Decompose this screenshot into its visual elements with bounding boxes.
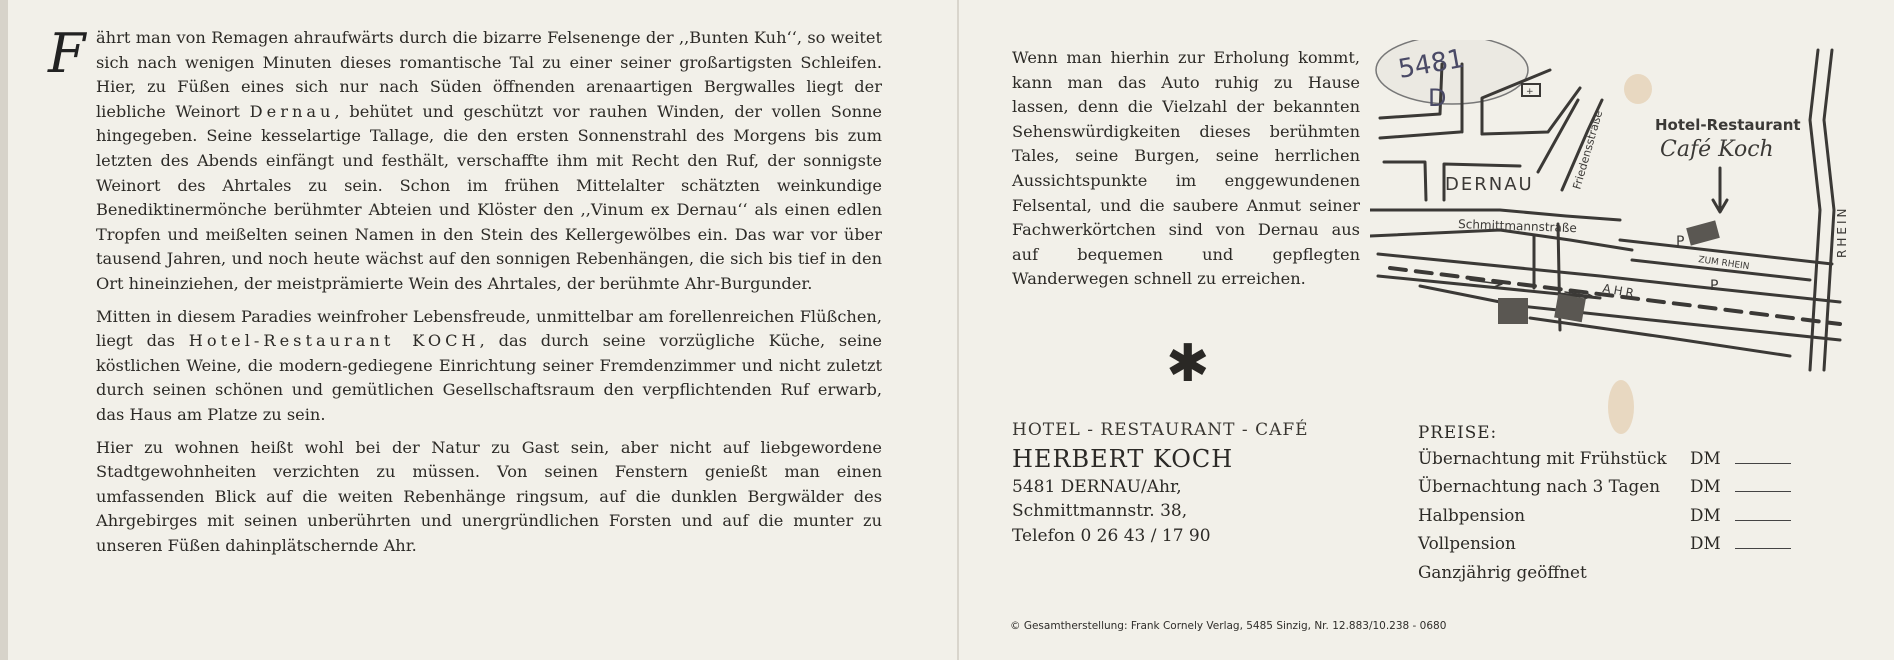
svg-text:+: + xyxy=(1526,87,1534,97)
price-row: Übernachtung mit Frühstück DM xyxy=(1418,444,1790,472)
address-city: 5481 DERNAU/Ahr, xyxy=(1012,476,1182,497)
map-label-town: DERNAU xyxy=(1445,174,1534,195)
owner-name: HERBERT KOCH xyxy=(1012,444,1234,473)
price-list xyxy=(1418,420,1790,586)
printer-credit: © Gesamtherstellung: Frank Cornely Verlag, 5485 Sinzig, Nr. 12.883/10.238 - 0680 xyxy=(1010,620,1447,632)
excursion-text: Wenn man hierhin zur Erholung kommt, kann man das Auto ruhig zu Hause lassen, denn die Vielzahl der bekannten Sehenswürdigkeiten dieses berühmten Tales, seine Burgen, seine herrlichen Aussichtspunkte im enggewundenen Felsental, und die saubere Anmut seiner Fachwerkörtchen sind von Dernau aus auf bequemen und gepflegten Wanderwegen schnell zu erreichen. xyxy=(1012,48,1360,289)
asterisk-ornament: ✱ xyxy=(1166,334,1210,394)
blank-line xyxy=(1735,520,1791,521)
handwritten-letter: D xyxy=(1428,84,1447,112)
map-label-hotel-2: Café Koch xyxy=(1660,137,1774,162)
address-phone: Telefon 0 26 43 / 17 90 xyxy=(1012,525,1211,546)
price-row: Vollpension DM xyxy=(1418,529,1790,557)
paper-edge xyxy=(0,0,8,660)
opening-note: Ganzjährig geöffnet xyxy=(1418,561,1587,582)
blank-line xyxy=(1735,463,1791,464)
drop-cap: F xyxy=(48,22,86,85)
paragraph-1: Fährt man von Remagen ahraufwärts durch die bizarre Felsenenge der ,,Bunten Kuh‘‘, so weitet sich nach wenigen Minuten dieses romantische Tal zu einer seiner großartigsten Schleifen. Hier, zu Füßen eines sich nur nach Süden öffnenden arenaartigen Bergwalles liegt der liebliche Weinort Dernau, behütet und geschützt vor rauhen Winden, der vollen Sonne hingegeben. Seine kesselartige Tallage, die den ersten Sonnenstrahl des Morgens bis zum letzten des Abends einfängt und festhält, verschaffte ihm mit Recht den Ruf, der sonnigste Weinort des Ahrtales zu sein. Schon im frühen Mittelalter schätzten weinkundige Benediktinermönche berühmter Abteien und Klöster den ,,Vinum ex Dernau‘‘ als einen edlen Tropfen und meißelten seinen Namen in den Stein des Kellergewölbes ein. Das war vor über tausend Jahren, und noch heute wächst auf den sonnigen Rebenhängen, die sich bis tief in den Ort hineinziehen, der meistprämierte Wein des Ahrtales, der berühmte Ahr-Burgunder. xyxy=(48,22,882,293)
price-row: Halbpension DM xyxy=(1418,501,1790,529)
parking-icon: P xyxy=(1710,278,1719,294)
handwritten-number: 5481 xyxy=(1396,43,1467,85)
paragraph-3: Hier zu wohnen heißt wohl bei der Natur zu Gast sein, aber nicht auf liebgewordene Stadtgewohnheiten verzichten zu müssen. Von seinen Fenstern genießt man einen umfassenden Blick auf die weiten Rebenhänge ringsum, auf die dunklen Bergwälder des Ahrgebirges mit seinen unberührten und unergründlichen Forsten und auf die munter zu unseren Füßen dahinplätschernde Ahr. xyxy=(96,437,882,555)
map-label-road: ZUM RHEIN xyxy=(1697,255,1750,273)
hotel-address xyxy=(1012,418,1309,548)
price-heading: PREISE: xyxy=(1418,422,1498,442)
business-type: HOTEL - RESTAURANT - CAFÉ xyxy=(1012,420,1309,440)
blank-line xyxy=(1735,491,1791,492)
paragraph-2: Mitten in diesem Paradies weinfroher Lebensfreude, unmittelbar am forellenreichen Flüßchen, liegt das Hotel-Restaurant KOCH, das durch seine vorzügliche Küche, seine köstlichen Weine, die modern-gediegene Einrichtung seiner Fremdenzimmer und nicht zuletzt durch seinen schönen und gemütlichen Gesellschaftsraum den verpflichtenden Ruf erwarb, das Haus am Platze zu sein. xyxy=(96,306,882,424)
description-text xyxy=(48,22,882,566)
parking-icon: P xyxy=(1676,234,1685,250)
map-label-street-1: Schmittmannstraße xyxy=(1457,217,1578,236)
price-row: Übernachtung nach 3 Tagen DM xyxy=(1418,472,1790,500)
hotel-building xyxy=(1686,220,1720,245)
map-label-hotel-1: Hotel-Restaurant xyxy=(1655,116,1801,134)
blank-line xyxy=(1735,548,1791,549)
center-fold xyxy=(957,0,959,660)
location-map xyxy=(1370,40,1870,380)
map-label-river: AHR xyxy=(1601,281,1638,301)
map-label-rhein: RHEIN xyxy=(1835,205,1849,258)
map-label-street-2: Friedensstraße xyxy=(1570,109,1606,191)
address-street: Schmittmannstr. 38, xyxy=(1012,501,1188,521)
